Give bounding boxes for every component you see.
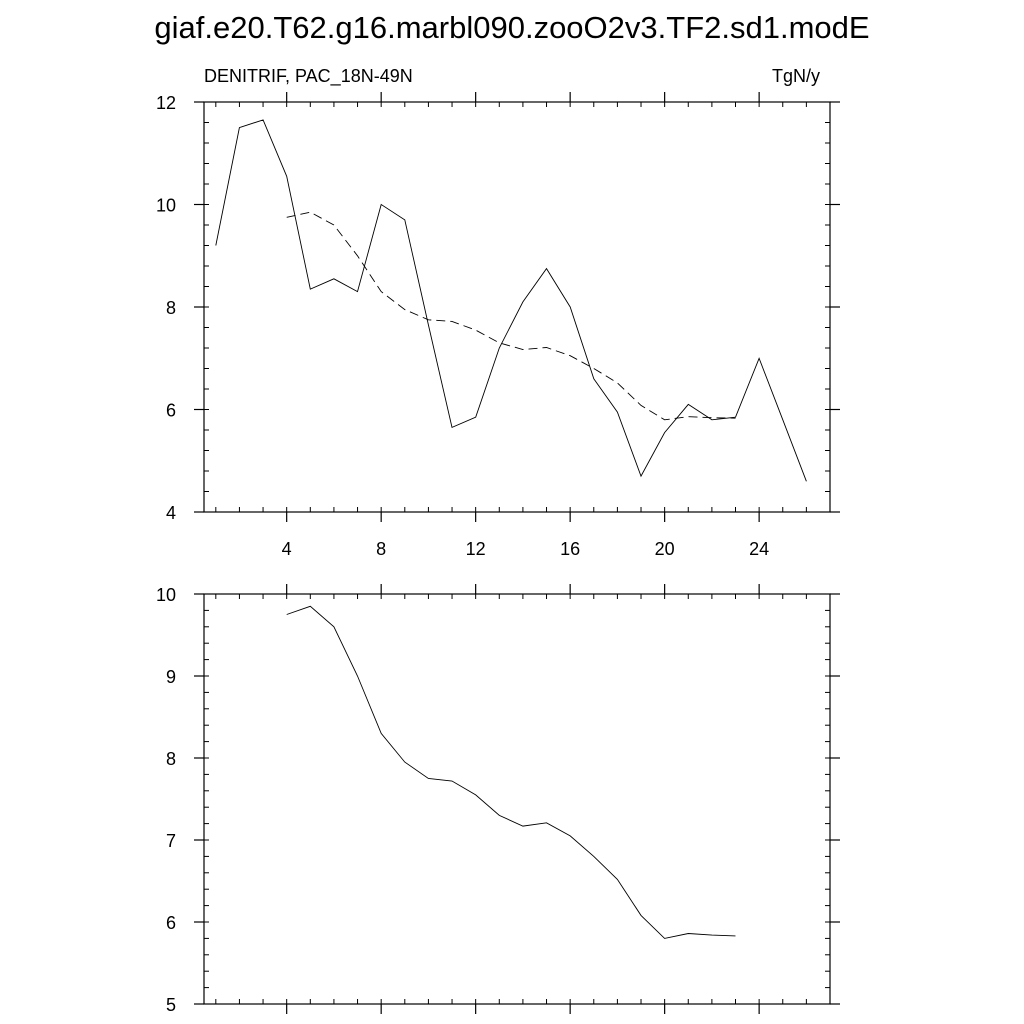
y-tick-label: 5: [165, 995, 176, 1015]
y-tick-label: 4: [165, 503, 176, 523]
x-tick-label: 4: [281, 539, 292, 559]
solid-series-line: [287, 606, 736, 938]
main-title: giaf.e20.T62.g16.marbl090.zooO2v3.TF2.sd1.modE: [154, 10, 870, 45]
y-tick-label: 6: [165, 913, 176, 933]
y-tick-label: 9: [165, 667, 176, 687]
top-panel-left-string: DENITRIF, PAC_18N-49N: [204, 66, 413, 86]
y-tick-label: 12: [155, 93, 176, 113]
top-panel-right-string: TgN/y: [771, 66, 820, 86]
y-tick-label: 8: [165, 298, 176, 318]
y-tick-label: 6: [165, 400, 176, 421]
x-tick-label: 16: [560, 539, 581, 559]
x-tick-label: 12: [465, 539, 486, 559]
x-tick-label: 8: [376, 539, 387, 559]
y-tick-label: 7: [165, 831, 176, 851]
top-panel: [156, 66, 840, 559]
dashed-series-line: [287, 212, 736, 420]
x-tick-label: 24: [749, 539, 770, 559]
bottom-plot-frame: [204, 594, 830, 1004]
solid-series-line: [216, 120, 807, 481]
y-tick-label: 10: [155, 195, 176, 216]
x-tick-label: 20: [654, 539, 675, 559]
top-plot-frame: [204, 102, 830, 512]
y-tick-label: 10: [155, 585, 176, 605]
y-tick-label: 8: [165, 749, 176, 769]
bottom-panel: [156, 584, 840, 1015]
